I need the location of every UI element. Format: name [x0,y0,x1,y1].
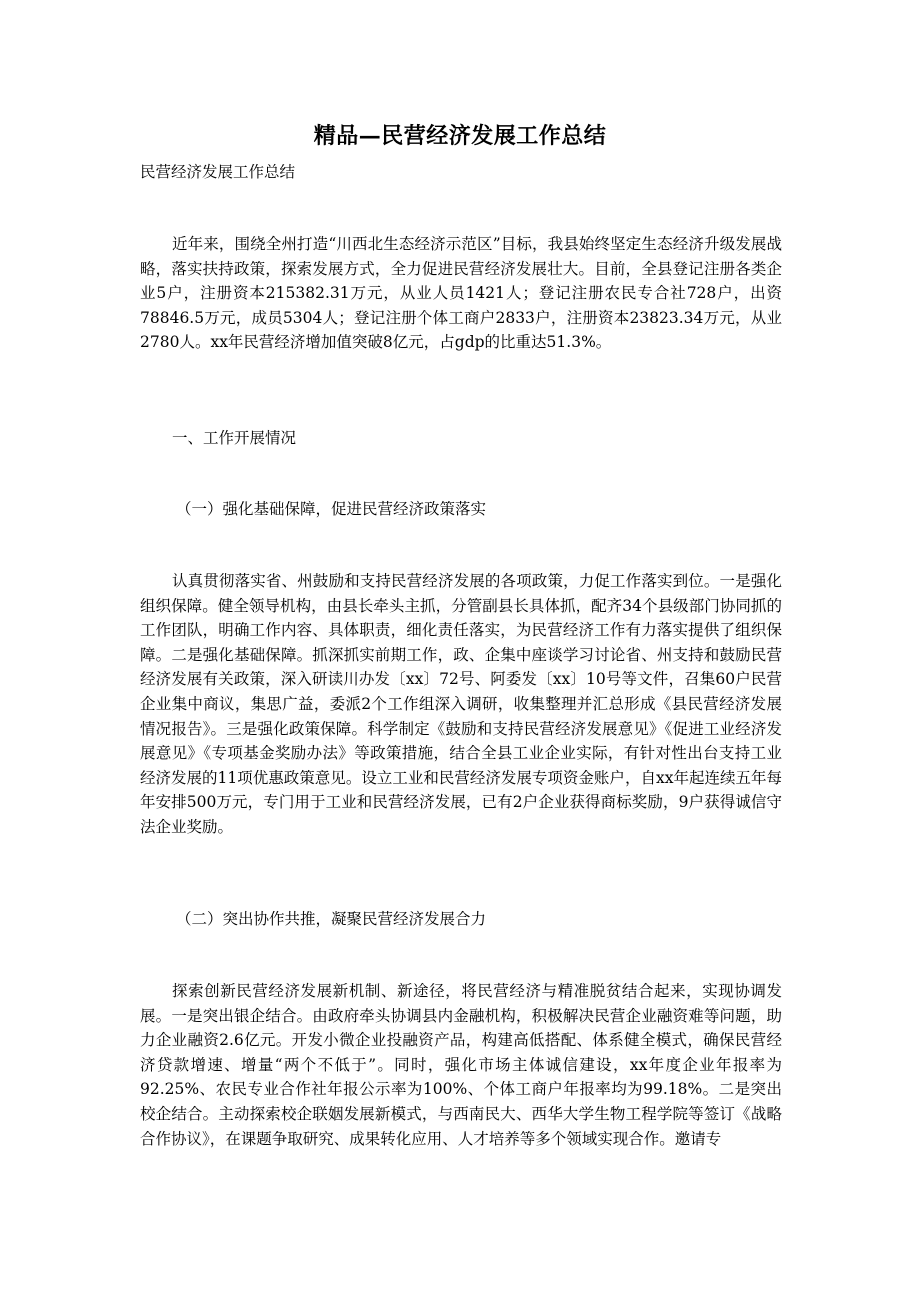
intro-paragraph: 近年来，围绕全州打造“川西北生态经济示范区”目标，我县始终坚定生态经济升级发展战略，落实扶持政策，探索发展方式，全力促进民营经济发展壮大。目前，全县登记注册各类企业5户，注册资本215382.31万元，从业人员1421人；登记注册农民专合社728户，出资78846.5万元，成员5304人；登记注册个体工商户2833户，注册资本23823.34万元，从业2780人。xx年民营经济增加值突破8亿元，占gdp的比重达51.3%。 [140,235,782,352]
document-subtitle: 民营经济发展工作总结 [140,163,296,181]
subsection-heading-2: （二）突出协作共推，凝聚民营经济发展合力 [176,910,487,928]
document-title: 精品—民营经济发展工作总结 [313,123,607,149]
subsection-2-paragraph: 探索创新民营经济发展新机制、新途径，将民营经济与精准脱贫结合起来，实现协调发展。一是突出银企结合。由政府牵头协调县内金融机构，积极解决民营企业融资难等问题，助力企业融资2.6亿元。开发小微企业投融资产品，构建高低搭配、体系健全模式，确保民营经济贷款增速、增量“两个不低于”。同时，强化市场主体诚信建设，xx年度企业年报率为92.25%、农民专业合作社年报公示率为100%、个体工商户年报率均为99.18%。二是突出校企结合。主动探索校企联姻发展新模式，与西南民大、西华大学生物工程学院等签订《战略合作协议》，在课题争取研究、成果转化应用、人才培养等多个领域实现合作。邀请专 [140,982,782,1148]
section-heading-1: 一、工作开展情况 [172,429,297,447]
subsection-1-paragraph: 认真贯彻落实省、州鼓励和支持民营经济发展的各项政策，力促工作落实到位。一是强化组织保障。健全领导机构，由县长牵头主抓，分管副县长具体抓，配齐34个县级部门协同抓的工作团队，明确工作内容、具体职责，细化责任落实，为民营经济工作有力落实提供了组织保障。二是强化基础保障。抓深抓实前期工作，政、企集中座谈学习讨论省、州支持和鼓励民营经济发展有关政策，深入研读川办发〔xx〕72号、阿委发〔xx〕10号等文件，召集60户民营企业集中商议，集思广益，委派2个工作组深入调研，收集整理并汇总形成《县民营经济发展情况报告》。三是强化政策保障。科学制定《鼓励和支持民营经济发展意见》《促进工业经济发展意见》《专项基金奖励办法》等政策措施，结合全县工业企业实际，有针对性出台支持工业经济发展的11项优惠政策意见。设立工业和民营经济发展专项资金账户，自xx年起连续五年每年安排500万元，专门用于工业和民营经济发展，已有2户企业获得商标奖励，9户获得诚信守法企业奖励。 [140,572,782,836]
subsection-heading-1: （一）强化基础保障，促进民营经济政策落实 [176,500,487,518]
